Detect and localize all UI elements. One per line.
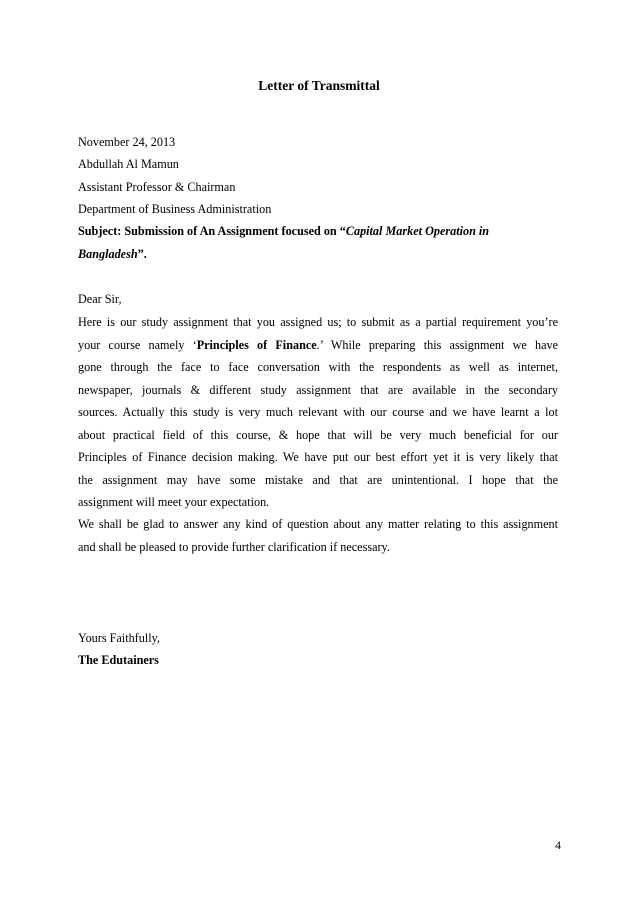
letter-date: November 24, 2013 — [78, 135, 176, 149]
letter-title: Letter of Transmittal — [258, 78, 380, 93]
body-line-2 — [78, 337, 558, 353]
subject-suffix: ”. — [137, 247, 147, 261]
body-line-5: sources. Actually this study is very much relevant with our course and we have learnt a lot — [78, 405, 558, 419]
subject-prefix: Subject: Submission of An Assignment focused on “ — [78, 224, 346, 238]
body-line-4: newspaper, journals & different study assignment that are available in the secondary — [78, 383, 558, 397]
closing: Yours Faithfully, — [78, 631, 160, 645]
subject-topic-part2: Bangladesh — [78, 247, 138, 261]
body-line-9: assignment will meet your expectation. — [78, 495, 270, 509]
body-line-11: and shall be pleased to provide further clarification if necessary. — [78, 540, 390, 554]
subject-line — [78, 223, 558, 239]
subject-topic-part1: Capital Market Operation in — [345, 224, 490, 238]
body-line-2-pre: your course namely ‘ — [78, 338, 197, 352]
body-line-7: Principles of Finance decision making. We have put our best effort yet it is very likely that — [78, 450, 558, 464]
recipient-name: Abdullah Al Mamun — [78, 157, 179, 171]
recipient-department: Department of Business Administration — [78, 202, 272, 216]
course-name: Principles of Finance — [196, 338, 317, 352]
subject-line-2 — [78, 246, 558, 262]
body-line-3: gone through the face to face conversation with the respondents as well as internet, — [78, 360, 558, 374]
salutation: Dear Sir, — [78, 292, 122, 306]
body-line-10: We shall be glad to answer any kind of question about any matter relating to this assignment — [78, 517, 558, 531]
body-line-1: Here is our study assignment that you assigned us; to submit as a partial requirement you’re — [78, 315, 558, 329]
body-line-2-post: .’ While preparing this assignment we have — [316, 338, 558, 352]
page-number: 4 — [555, 838, 561, 852]
body-line-6: about practical field of this course, & hope that will be very much beneficial for our — [78, 428, 558, 442]
body-line-8: the assignment may have some mistake and that are unintentional. I hope that the — [78, 473, 558, 487]
signature: The Edutainers — [78, 653, 159, 667]
recipient-position: Assistant Professor & Chairman — [78, 180, 236, 194]
